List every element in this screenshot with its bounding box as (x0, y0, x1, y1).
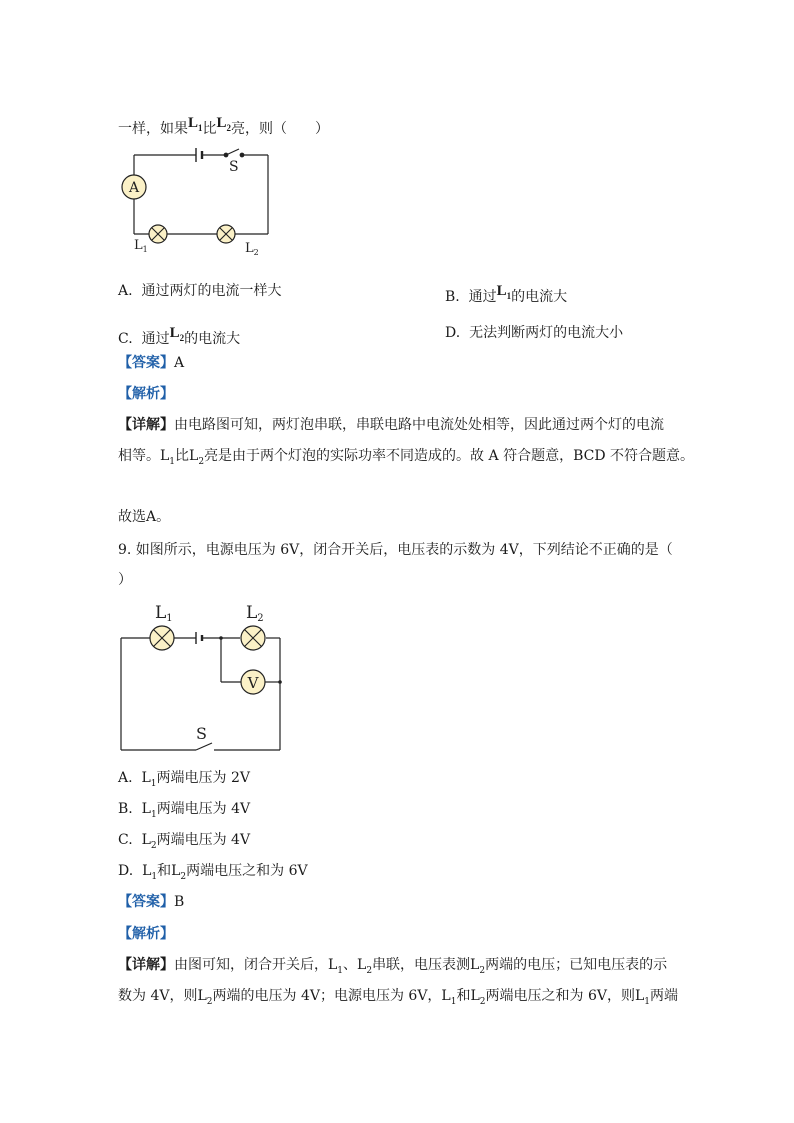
q9-option-b: B. $L_1$两端电压为 4V (118, 801, 251, 820)
q8-circuit-diagram (112, 140, 282, 262)
q8-stem-text2: 比 (202, 121, 217, 137)
q9-option-a: A. $L_1$两端电压为 2V (118, 770, 250, 789)
lamp1-label: $L_1$ (134, 238, 148, 254)
lamp2-icon (217, 225, 235, 243)
q8-answer: 【答案】A (118, 355, 185, 371)
q9-circuit-diagram (112, 598, 292, 758)
l1-symbol: $L_1$ (188, 115, 203, 133)
q8-stem (118, 113, 329, 139)
q9-analysis-tag: 【解析】 (118, 926, 174, 942)
q8-stem-text: 一样，如果 (118, 121, 188, 137)
q9-lamp1-label: L1 (155, 603, 173, 624)
voltmeter-label: V (247, 674, 259, 692)
q8-option-d: D. 无法判断两灯的电流大小 (445, 325, 624, 341)
q9-stem-line1: 9. 如图所示，电源电压为 6V，闭合开关后，电压表的示数为 4V，下列结论不正确的是（ (118, 542, 673, 558)
q8-stem-text3: 亮，则（ ） (231, 121, 330, 137)
q8-detail-line2: 相等。$L_1$比$L_2$亮是由于两个灯泡的实际功率不同造成的。故 A 符合题意，BCD 不符合题意。 (118, 448, 695, 467)
lamp1-icon (149, 225, 167, 243)
q8-option-b: B. 通过$L_1$的电流大 (445, 283, 568, 305)
q8-conclusion: 故选A。 (118, 509, 171, 525)
ammeter-label: A (128, 180, 140, 196)
q8-analysis-tag: 【解析】 (118, 386, 174, 402)
q9-lamp2-icon (241, 626, 265, 650)
q8-option-a: A. 通过两灯的电流一样大 (118, 283, 282, 299)
lamp2-label: $L_2$ (245, 241, 259, 257)
q9-stem-line2: ） (118, 572, 132, 588)
q9-detail-line1: 【详解】由图可知，闭合开关后，$L_1$、$L_2$串联，电压表测$L_2$两端的电压；已知电压表的示 (118, 957, 668, 976)
q9-switch-label: S (196, 724, 207, 743)
q9-answer: 【答案】B (118, 894, 185, 910)
q8-detail-line1: 【详解】由电路图可知，两灯泡串联，串联电路中电流处处相等，因此通过两个灯的电流 (118, 417, 664, 433)
ammeter-icon (122, 175, 146, 199)
l2-symbol: $L_2$ (216, 115, 232, 133)
voltmeter-icon (241, 670, 265, 694)
q9-lamp2-label: L2 (246, 603, 264, 624)
q9-option-c: C. $L_2$两端电压为 4V (118, 832, 251, 851)
q8-option-c: C. 通过$L_2$的电流大 (118, 325, 241, 347)
switch-label: S (229, 159, 239, 175)
q9-detail-line2: 数为 4V，则$L_2$两端的电压为 4V；电源电压为 6V，$L_1$和$L_2$两端电压之和为 6V，则$L_1$两端 (118, 988, 678, 1007)
q9-option-d: D. $L_1$和$L_2$两端电压之和为 6V (118, 863, 308, 882)
q9-lamp1-icon (150, 626, 174, 650)
